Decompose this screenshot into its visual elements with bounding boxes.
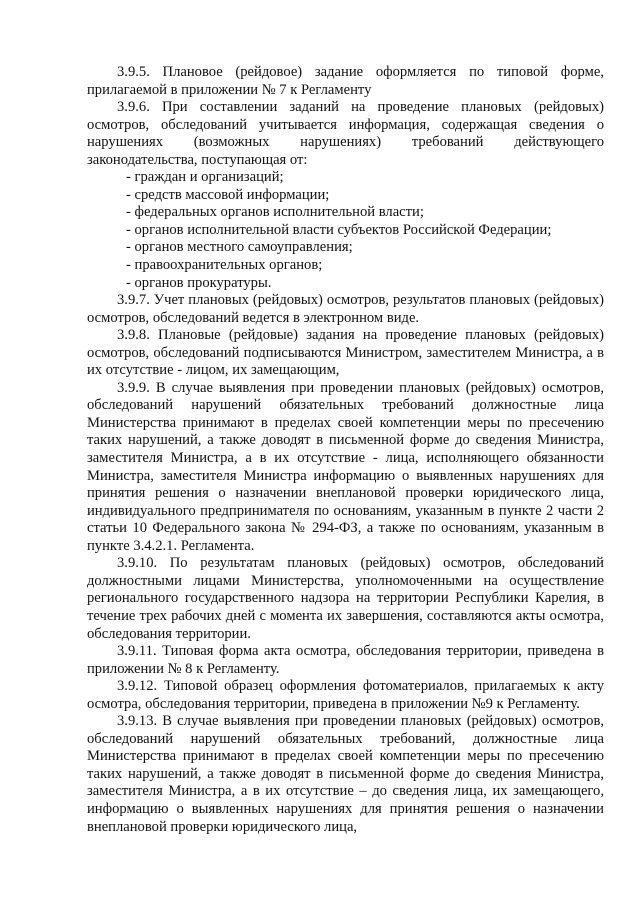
list-item: - органов местного самоуправления;	[126, 239, 353, 256]
paragraph-3-9-9: 3.9.9. В случае выявления при проведении плановых (рейдовых) осмотров, обследований нарушений обязательных требований должностные лица Министерства принимают в пределах своей компетенции меры по пресечению таких нарушений, а также доводят в письменной форме до сведения Министра, заместителя Министра, а в их отсутствие - лица, исполняющего обязанности Министра, заместителя Министра информацию о выявленных нарушениях для принятия решения о назначении внеплановой проверки юридического лица, индивидуального предпринимателя по основаниям, указанным в пункте 2 части 2 статьи 10 Федерального закона № 294-ФЗ, а также по основаниям, указанным в пункте 3.4.2.1. Регламента.	[87, 379, 604, 554]
list-item: - граждан и организаций;	[126, 169, 284, 186]
sources-list	[87, 169, 604, 292]
list-item: - средств массовой информации;	[126, 186, 330, 203]
paragraph-3-9-7: 3.9.7. Учет плановых (рейдовых) осмотров, результатов плановых (рейдовых) осмотров, обследований ведется в электронном виде.	[87, 292, 604, 326]
paragraph-3-9-12: 3.9.12. Типовой образец оформления фотоматериалов, прилагаемых к акту осмотра, обследования территории, приведена в приложении №9 к Регламенту.	[87, 678, 604, 712]
paragraph-3-9-10: 3.9.10. По результатам плановых (рейдовых) осмотров, обследований должностными лицами Министерства, уполномоченными на осуществление регионального государственного надзора на территории Республики Карелия, в течение трех рабочих дней с момента их завершения, составляются акты осмотра, обследования территории.	[87, 555, 604, 642]
list-item: - органов исполнительной власти субъектов Российской Федерации;	[126, 221, 552, 238]
paragraph-3-9-11: 3.9.11. Типовая форма акта осмотра, обследования территории, приведена в приложении № 8 к Регламенту.	[87, 643, 604, 677]
paragraph-3-9-8: 3.9.8. Плановые (рейдовые) задания на проведение плановых (рейдовых) осмотров, обследований подписываются Министром, заместителем Министра, а в их отсутствие - лицом, их замещающим,	[87, 327, 604, 379]
paragraph-3-9-6: 3.9.6. При составлении заданий на проведение плановых (рейдовых) осмотров, обследований учитывается информация, содержащая сведения о нарушениях (возможных нарушениях) требований действующего законодательства, поступающая от:	[87, 99, 604, 168]
list-item: - правоохранительных органов;	[126, 257, 323, 274]
list-item: - федеральных органов исполнительной власти;	[126, 204, 424, 221]
list-item: - органов прокуратуры.	[126, 274, 272, 291]
paragraph-3-9-13: 3.9.13. В случае выявления при проведении плановых (рейдовых) осмотров, обследований нарушений обязательных требований, должностные лица Министерства принимают в пределах своей компетенции меры по пресечению таких нарушений, а также доводят в письменной форме до сведения Министра, заместителя Министра, а в их отсутствие – до сведения лица, их замещающего, информацию о выявленных нарушениях для принятия решения о назначении внеплановой проверки юридического лица,	[87, 713, 604, 835]
paragraph-3-9-5: 3.9.5. Плановое (рейдовое) задание оформляется по типовой форме, прилагаемой в приложении № 7 к Регламенту	[87, 64, 604, 98]
document-page	[87, 64, 604, 836]
